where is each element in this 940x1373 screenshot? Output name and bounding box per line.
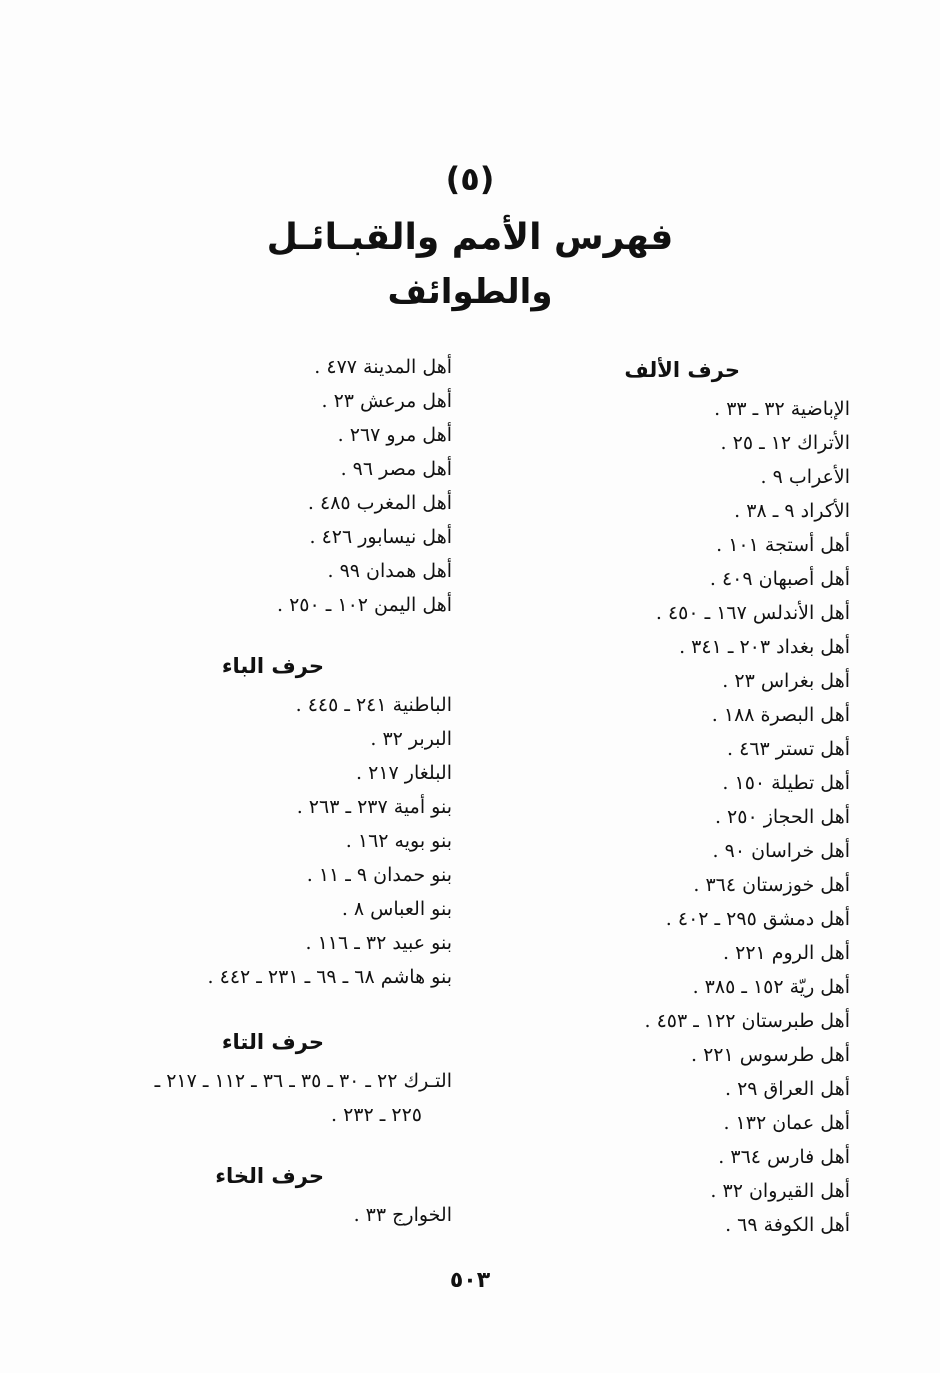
index-entry: أهل همدان ٩٩ .	[327, 560, 452, 582]
index-entry: أهل فارس ٣٦٤ .	[718, 1146, 850, 1168]
index-entry: الأعراب ٩ .	[760, 466, 850, 488]
index-entry: الإباضية ٣٢ ـ ٣٣ .	[714, 398, 850, 420]
index-entry: أهل تطيلة ١٥٠ .	[722, 772, 850, 794]
index-entry: الخوارج ٣٣ .	[353, 1204, 452, 1226]
page-title: فهرس الأمم والقبـائـل	[266, 217, 674, 258]
index-entry: بنو حمدان ٩ ـ ١١ .	[306, 864, 452, 886]
index-entry: البربر ٣٢ .	[370, 728, 452, 750]
index-entry: أهل العراق ٢٩ .	[724, 1078, 850, 1100]
letter-heading-alif: حرف الألف	[624, 358, 740, 382]
index-entry: أهل بغراس ٢٣ .	[722, 670, 850, 692]
index-entry: أهل خوزستان ٣٦٤ .	[693, 874, 850, 896]
index-entry: أهل مرعش ٢٣ .	[321, 390, 452, 412]
index-entry-continuation: ٢٢٥ ـ ٢٣٢ .	[331, 1104, 422, 1126]
index-entry: أهل عمان ١٣٢ .	[723, 1112, 850, 1134]
index-entry: أهل الأندلس ١٦٧ ـ ٤٥٠ .	[655, 602, 850, 624]
index-entry: أهل طبرستان ١٢٢ ـ ٤٥٣ .	[644, 1010, 850, 1032]
index-entry: بنو بويه ١٦٢ .	[345, 830, 452, 852]
index-entry: أهل المدينة ٤٧٧ .	[314, 356, 452, 378]
index-entry: أهل مرو ٢٦٧ .	[337, 424, 452, 446]
page-title-line2: والطوائف	[387, 272, 553, 312]
index-entry: الأتراك ١٢ ـ ٢٥ .	[720, 432, 850, 454]
page-number: ٥٠٣	[449, 1268, 491, 1293]
index-entry: أهل الروم ٢٢١ .	[723, 942, 850, 964]
section-number: (٥)	[445, 160, 495, 198]
index-entry: أهل نيسابور ٤٢٦ .	[309, 526, 452, 548]
right-column	[550, 352, 850, 1242]
index-entry: بنو أمية ٢٣٧ ـ ٢٦٣ .	[296, 796, 452, 818]
index-entry: أهل القيروان ٣٢ .	[710, 1180, 850, 1202]
spacer	[92, 622, 452, 648]
index-entry: أهل البصرة ١٨٨ .	[711, 704, 850, 726]
index-entry: بنو هاشم ٦٨ ـ ٦٩ ـ ٢٣١ ـ ٤٤٢ .	[207, 966, 452, 988]
index-entry: أهل الكوفة ٦٩ .	[725, 1214, 850, 1236]
index-entry: أهل طرسوس ٢٢١ .	[690, 1044, 850, 1066]
index-entry: أهل خراسان ٩٠ .	[712, 840, 850, 862]
index-entry: بنو عبيد ٣٢ ـ ١١٦ .	[305, 932, 452, 954]
index-entry: البلغار ٢١٧ .	[356, 762, 452, 784]
index-entry: أهل أستجة ١٠١ .	[716, 534, 850, 556]
index-entry: أهل ريّة ١٥٢ ـ ٣٨٥ .	[692, 976, 850, 998]
left-column	[92, 350, 452, 1232]
index-entry: أهل الحجاز ٢٥٠ .	[714, 806, 850, 828]
letter-heading-ta: حرف التاء	[221, 1030, 324, 1054]
index-entry: أهل أصبهان ٤٠٩ .	[709, 568, 850, 590]
index-entry: الأكراد ٩ ـ ٣٨ .	[734, 500, 850, 522]
index-entry: أهل مصر ٩٦ .	[340, 458, 452, 480]
spacer	[92, 994, 452, 1024]
letter-heading-kha: حرف الخاء	[215, 1164, 324, 1188]
index-entry: أهل اليمن ١٠٢ ـ ٢٥٠ .	[276, 594, 452, 616]
index-entry: أهل دمشق ٢٩٥ ـ ٤٠٢ .	[665, 908, 850, 930]
index-entry: الباطنية ٢٤١ ـ ٤٤٥ .	[295, 694, 452, 716]
index-entry: التـرك ٢٢ ـ ٣٠ ـ ٣٥ ـ ٣٦ ـ ١١٢ ـ ٢١٧ ـ	[154, 1070, 452, 1092]
index-entry: أهل المغرب ٤٨٥ .	[307, 492, 452, 514]
spacer	[92, 1132, 452, 1158]
index-entry: بنو العباس ٨ .	[341, 898, 452, 920]
letter-heading-ba: حرف الباء	[221, 654, 324, 678]
index-entry: أهل بغداد ٢٠٣ ـ ٣٤١ .	[679, 636, 850, 658]
index-entry: أهل تستر ٤٦٣ .	[727, 738, 850, 760]
